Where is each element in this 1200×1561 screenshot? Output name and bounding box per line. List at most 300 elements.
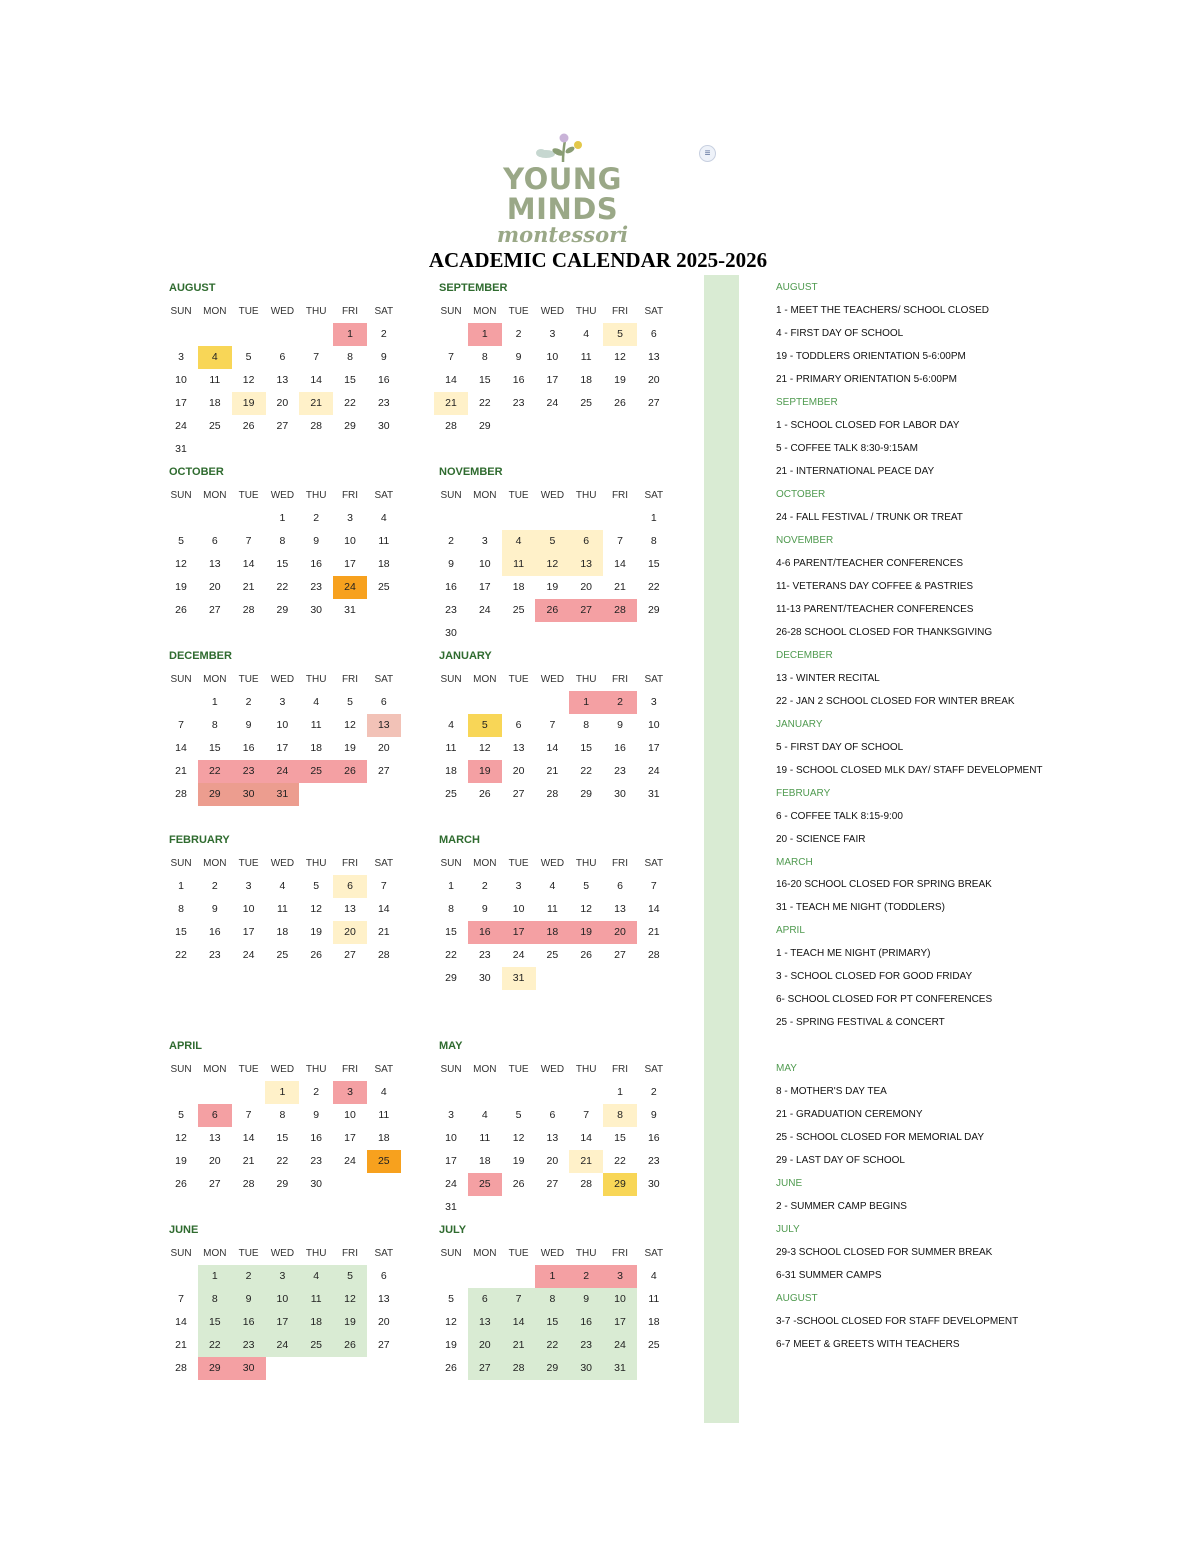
day-cell: 10 [344,535,356,547]
day-cell: 10 [175,374,187,386]
list-menu-icon[interactable]: ≡ [699,145,716,162]
day-cell: 14 [377,903,390,915]
day-cell: 3 [650,696,657,708]
day-cell: 29 [535,1357,569,1380]
event-item: 13 - WINTER RECITAL [776,672,880,684]
day-cell: 1 [265,1081,299,1104]
day-cell: 5 [515,1109,522,1121]
day-cell: 26 [333,1334,367,1357]
day-cell: 10 [276,719,289,731]
weekday-header: SAT [644,490,664,501]
day-cell: 21 [299,392,333,415]
day-cell: 31 [502,967,536,990]
day-cell: 1 [178,880,184,892]
day-cell: 22 [198,1334,232,1357]
weekday-header: SAT [374,674,394,685]
month-name: AUGUST [169,282,216,294]
day-cell: 5 [178,1109,184,1121]
month-name: JUNE [169,1224,199,1236]
day-cell: 15 [647,558,660,570]
day-cell: 2 [603,691,637,714]
day-cell: 20 [208,581,221,593]
day-cell: 21 [614,581,626,593]
weekday-header: TUE [508,306,529,317]
weekday-header: FRI [341,858,359,869]
day-cell: 24 [647,765,660,777]
day-cell: 12 [310,903,323,915]
month-name: SEPTEMBER [439,282,508,294]
event-month-heading: JANUARY [776,718,823,730]
day-cell: 26 [445,1362,457,1374]
weekday-header: TUE [508,1248,529,1259]
day-cell: 29 [647,604,660,616]
weekday-header: WED [270,490,295,501]
day-cell: 7 [502,1288,536,1311]
event-item: 29 - LAST DAY OF SCHOOL [776,1155,905,1167]
day-cell: 7 [178,719,184,731]
event-item: 6-31 SUMMER CAMPS [776,1270,882,1282]
day-cell: 29 [478,420,491,432]
day-cell: 1 [448,880,454,892]
weekday-header: MON [473,1064,497,1075]
day-cell: 1 [333,323,367,346]
day-cell: 26 [333,760,367,783]
day-cell: 7 [583,1109,590,1121]
event-month-heading: DECEMBER [776,649,833,661]
event-item: 4 - FIRST DAY OF SCHOOL [776,327,904,339]
day-cell: 19 [232,392,266,415]
day-cell: 25 [377,581,390,593]
day-cell: 27 [344,949,356,961]
weekday-header: THU [305,306,327,317]
day-cell: 21 [242,1155,255,1167]
day-cell: 18 [647,1316,660,1328]
day-cell: 21 [242,581,255,593]
weekday-header: FRI [611,306,629,317]
day-cell: 31 [445,1201,457,1213]
weekday-header: SAT [644,306,664,317]
day-cell: 27 [569,599,603,622]
day-cell: 25 [299,1334,333,1357]
event-item: 1 - MEET THE TEACHERS/ SCHOOL CLOSED [776,304,990,316]
day-cell: 23 [614,765,626,777]
event-month-heading: NOVEMBER [776,534,834,546]
event-month-heading: OCTOBER [776,488,826,500]
day-cell: 16 [377,374,390,386]
day-cell: 9 [448,558,454,570]
day-cell: 28 [580,1178,593,1190]
day-cell: 14 [647,903,660,915]
day-cell: 31 [265,783,299,806]
day-cell: 11 [378,1109,390,1121]
day-cell: 5 [178,535,184,547]
weekday-header: SAT [644,1064,664,1075]
weekday-header: SUN [170,490,192,501]
day-cell: 5 [245,351,252,363]
day-cell: 16 [208,926,221,938]
day-cell: 9 [515,351,522,363]
day-cell: 6 [380,696,387,708]
day-cell: 30 [569,1357,603,1380]
day-cell: 28 [647,949,660,961]
day-cell: 12 [333,1288,367,1311]
day-cell: 15 [208,742,221,754]
event-item: 25 - SPRING FESTIVAL & CONCERT [776,1017,945,1029]
day-cell: 18 [512,581,525,593]
day-cell: 9 [245,719,252,731]
day-cell: 23 [647,1155,660,1167]
day-cell: 14 [445,374,457,386]
day-cell: 7 [380,880,387,892]
day-cell: 27 [468,1357,502,1380]
day-cell: 5 [535,530,569,553]
day-cell: 10 [603,1288,637,1311]
day-cell: 13 [208,1132,221,1144]
weekday-header: SUN [170,858,192,869]
weekday-header: WED [270,306,295,317]
day-cell: 9 [650,1109,657,1121]
weekday-header: MON [203,674,227,685]
day-cell: 4 [279,880,286,892]
weekday-header: SAT [374,490,394,501]
day-cell: 3 [481,535,488,547]
weekday-header: MON [203,1064,227,1075]
day-cell: 2 [211,880,218,892]
weekday-header: MON [473,490,497,501]
day-cell: 27 [276,420,289,432]
day-cell: 16 [647,1132,660,1144]
page-title: ACADEMIC CALENDAR 2025-2026 [428,248,768,272]
day-cell: 6 [198,1104,232,1127]
day-cell: 1 [650,512,657,524]
day-cell: 20 [546,1155,559,1167]
event-item: 1 - TEACH ME NIGHT (PRIMARY) [776,948,931,960]
month-name: JULY [439,1224,467,1236]
day-cell: 28 [310,420,323,432]
event-item: 3-7 -SCHOOL CLOSED FOR STAFF DEVELOPMENT [776,1316,1019,1328]
event-month-heading: AUGUST [776,1293,818,1305]
day-cell: 16 [445,581,457,593]
day-cell: 9 [569,1288,603,1311]
day-cell: 28 [175,788,187,800]
day-cell: 7 [617,535,623,547]
weekday-header: THU [305,674,327,685]
day-cell: 13 [512,742,525,754]
day-cell: 26 [310,949,323,961]
day-cell: 3 [515,880,522,892]
day-cell: 12 [242,374,255,386]
day-cell: 9 [211,903,218,915]
day-cell: 20 [512,765,525,777]
weekday-header: TUE [238,306,259,317]
event-month-heading: FEBRUARY [776,787,831,799]
event-month-heading: APRIL [776,925,805,937]
day-cell: 29 [276,604,289,616]
day-cell: 26 [242,420,255,432]
weekday-header: MON [473,306,497,317]
event-item: 6- SCHOOL CLOSED FOR PT CONFERENCES [776,994,993,1006]
day-cell: 30 [232,1357,266,1380]
day-cell: 19 [310,926,323,938]
day-cell: 8 [279,535,286,547]
day-cell: 13 [569,553,603,576]
event-item: 21 - GRADUATION CEREMONY [776,1109,923,1121]
day-cell: 12 [175,1132,187,1144]
day-cell: 21 [175,765,187,777]
month-name: OCTOBER [169,466,224,478]
day-cell: 26 [175,604,187,616]
day-cell: 19 [614,374,626,386]
flower-logo-icon [533,132,593,164]
day-cell: 23 [232,760,266,783]
weekday-header: THU [575,306,597,317]
day-cell: 22 [478,397,491,409]
day-cell: 5 [448,1293,454,1305]
day-cell: 25 [299,760,333,783]
day-cell: 11 [310,719,322,731]
day-cell: 25 [647,1339,660,1351]
day-cell: 5 [347,696,353,708]
day-cell: 23 [208,949,221,961]
day-cell: 21 [434,392,468,415]
day-cell: 19 [344,742,356,754]
day-cell: 26 [512,1178,525,1190]
day-cell: 31 [344,604,356,616]
day-cell: 15 [614,1132,626,1144]
day-cell: 15 [478,374,491,386]
day-cell: 29 [198,1357,232,1380]
day-cell: 25 [276,949,289,961]
day-cell: 2 [313,512,320,524]
day-cell: 17 [478,581,491,593]
day-cell: 24 [265,1334,299,1357]
day-cell: 6 [279,351,286,363]
day-cell: 9 [313,535,320,547]
day-cell: 22 [614,1155,626,1167]
day-cell: 4 [549,880,556,892]
day-cell: 18 [310,742,323,754]
day-cell: 27 [377,765,390,777]
day-cell: 8 [481,351,488,363]
weekday-header: SAT [374,858,394,869]
event-month-heading: AUGUST [776,282,818,293]
logo-title: YOUNG MINDS [503,162,622,226]
event-item: 1 - SCHOOL CLOSED FOR LABOR DAY [776,419,960,431]
day-cell: 20 [208,1155,221,1167]
day-cell: 20 [377,742,390,754]
day-cell: 7 [245,535,252,547]
day-cell: 13 [276,374,289,386]
day-cell: 27 [546,1178,559,1190]
day-cell: 8 [535,1288,569,1311]
day-cell: 15 [175,926,187,938]
weekday-header: WED [270,674,295,685]
day-cell: 2 [650,1086,657,1098]
weekday-header: THU [305,1064,327,1075]
day-cell: 31 [647,788,660,800]
day-cell: 23 [232,1334,266,1357]
day-cell: 12 [445,1316,457,1328]
day-cell: 1 [198,1265,232,1288]
day-cell: 23 [569,1334,603,1357]
day-cell: 6 [650,328,657,340]
day-cell: 18 [377,558,390,570]
day-cell: 7 [313,351,320,363]
event-item: 22 - JAN 2 SCHOOL CLOSED FOR WINTER BREAK [776,695,1015,707]
weekday-header: SUN [440,674,462,685]
day-cell: 15 [276,558,289,570]
day-cell: 29 [344,420,356,432]
day-cell: 16 [614,742,626,754]
day-cell: 17 [344,558,356,570]
event-month-heading: SEPTEMBER [776,396,838,408]
day-cell: 30 [478,972,491,984]
day-cell: 18 [208,397,221,409]
day-cell: 8 [347,351,353,363]
weekday-header: WED [540,1064,565,1075]
day-cell: 29 [445,972,457,984]
day-cell: 4 [448,719,454,731]
day-cell: 28 [242,604,255,616]
day-cell: 30 [310,1178,323,1190]
day-cell: 18 [299,1311,333,1334]
day-cell: 9 [380,351,387,363]
day-cell: 27 [647,397,660,409]
day-cell: 1 [279,512,286,524]
day-cell: 18 [445,765,457,777]
day-cell: 10 [445,1132,457,1144]
day-cell: 27 [377,1339,390,1351]
day-cell: 8 [178,903,184,915]
day-cell: 14 [175,1316,187,1328]
day-cell: 16 [232,1311,266,1334]
event-month-heading: MAY [776,1063,797,1075]
event-item: 8 - MOTHER'S DAY TEA [776,1086,887,1098]
weekday-header: SUN [440,306,462,317]
day-cell: 30 [445,627,457,639]
day-cell: 8 [650,535,657,547]
day-cell: 24 [242,949,255,961]
weekday-header: FRI [611,1064,629,1075]
weekday-header: THU [575,490,597,501]
event-item: 20 - SCIENCE FAIR [776,833,866,845]
weekday-header: THU [575,1064,597,1075]
weekday-header: MON [473,858,497,869]
day-cell: 10 [546,351,559,363]
event-item: 29-3 SCHOOL CLOSED FOR SUMMER BREAK [776,1247,993,1259]
day-cell: 3 [448,1109,454,1121]
weekday-header: SUN [440,1248,462,1259]
weekday-header: FRI [611,858,629,869]
weekday-header: TUE [238,674,259,685]
weekday-header: FRI [611,1248,629,1259]
day-cell: 5 [468,714,502,737]
day-cell: 23 [478,949,491,961]
day-cell: 13 [614,903,626,915]
day-cell: 20 [276,397,289,409]
weekday-header: WED [540,674,565,685]
day-cell: 17 [344,1132,356,1144]
day-cell: 25 [445,788,457,800]
day-cell: 19 [569,921,603,944]
weekday-header: WED [540,1248,565,1259]
day-cell: 11 [479,1132,491,1144]
day-cell: 2 [481,880,488,892]
weekday-header: TUE [508,674,529,685]
weekday-header: THU [305,490,327,501]
day-cell: 12 [512,1132,525,1144]
weekday-header: MON [203,306,227,317]
day-cell: 17 [647,742,660,754]
school-logo [455,132,670,247]
weekday-header: MON [473,1248,497,1259]
day-cell: 23 [512,397,525,409]
day-cell: 7 [650,880,657,892]
day-cell: 25 [580,397,593,409]
day-cell: 15 [198,1311,232,1334]
day-cell: 2 [313,1086,320,1098]
day-cell: 30 [614,788,626,800]
day-cell: 22 [175,949,187,961]
day-cell: 23 [310,1155,323,1167]
day-cell: 26 [478,788,491,800]
day-cell: 4 [198,346,232,369]
day-cell: 25 [367,1150,401,1173]
day-cell: 14 [502,1311,536,1334]
event-item: 5 - FIRST DAY OF SCHOOL [776,741,904,753]
day-cell: 30 [647,1178,660,1190]
day-cell: 14 [580,1132,593,1144]
day-cell: 17 [276,742,289,754]
day-cell: 17 [603,1311,637,1334]
day-cell: 2 [569,1265,603,1288]
day-cell: 16 [242,742,255,754]
day-cell: 14 [310,374,323,386]
weekday-header: MON [203,490,227,501]
day-cell: 12 [614,351,626,363]
day-cell: 6 [617,880,623,892]
weekday-header: WED [270,858,295,869]
event-item: 21 - PRIMARY ORIENTATION 5-6:00PM [776,373,957,385]
day-cell: 3 [347,512,353,524]
day-cell: 8 [198,1288,232,1311]
day-cell: 11 [546,903,558,915]
day-cell: 12 [344,719,356,731]
day-cell: 29 [603,1173,637,1196]
day-cell: 21 [502,1334,536,1357]
weekday-header: SAT [644,858,664,869]
event-item: 25 - SCHOOL CLOSED FOR MEMORIAL DAY [776,1132,985,1144]
day-cell: 16 [512,374,525,386]
day-cell: 11 [299,1288,333,1311]
day-cell: 24 [265,760,299,783]
day-cell: 28 [603,599,637,622]
weekday-header: FRI [611,490,629,501]
day-cell: 9 [232,1288,266,1311]
day-cell: 6 [333,875,367,898]
day-cell: 4 [299,1265,333,1288]
weekday-header: SAT [374,1064,394,1075]
day-cell: 20 [377,1316,390,1328]
day-cell: 17 [445,1155,457,1167]
day-cell: 29 [580,788,593,800]
weekday-header: SAT [374,1248,394,1259]
weekday-header: FRI [341,1248,359,1259]
event-item: 26-28 SCHOOL CLOSED FOR THANKSGIVING [776,626,993,638]
day-cell: 14 [242,558,255,570]
day-cell: 22 [647,581,660,593]
weekday-header: SUN [170,674,192,685]
